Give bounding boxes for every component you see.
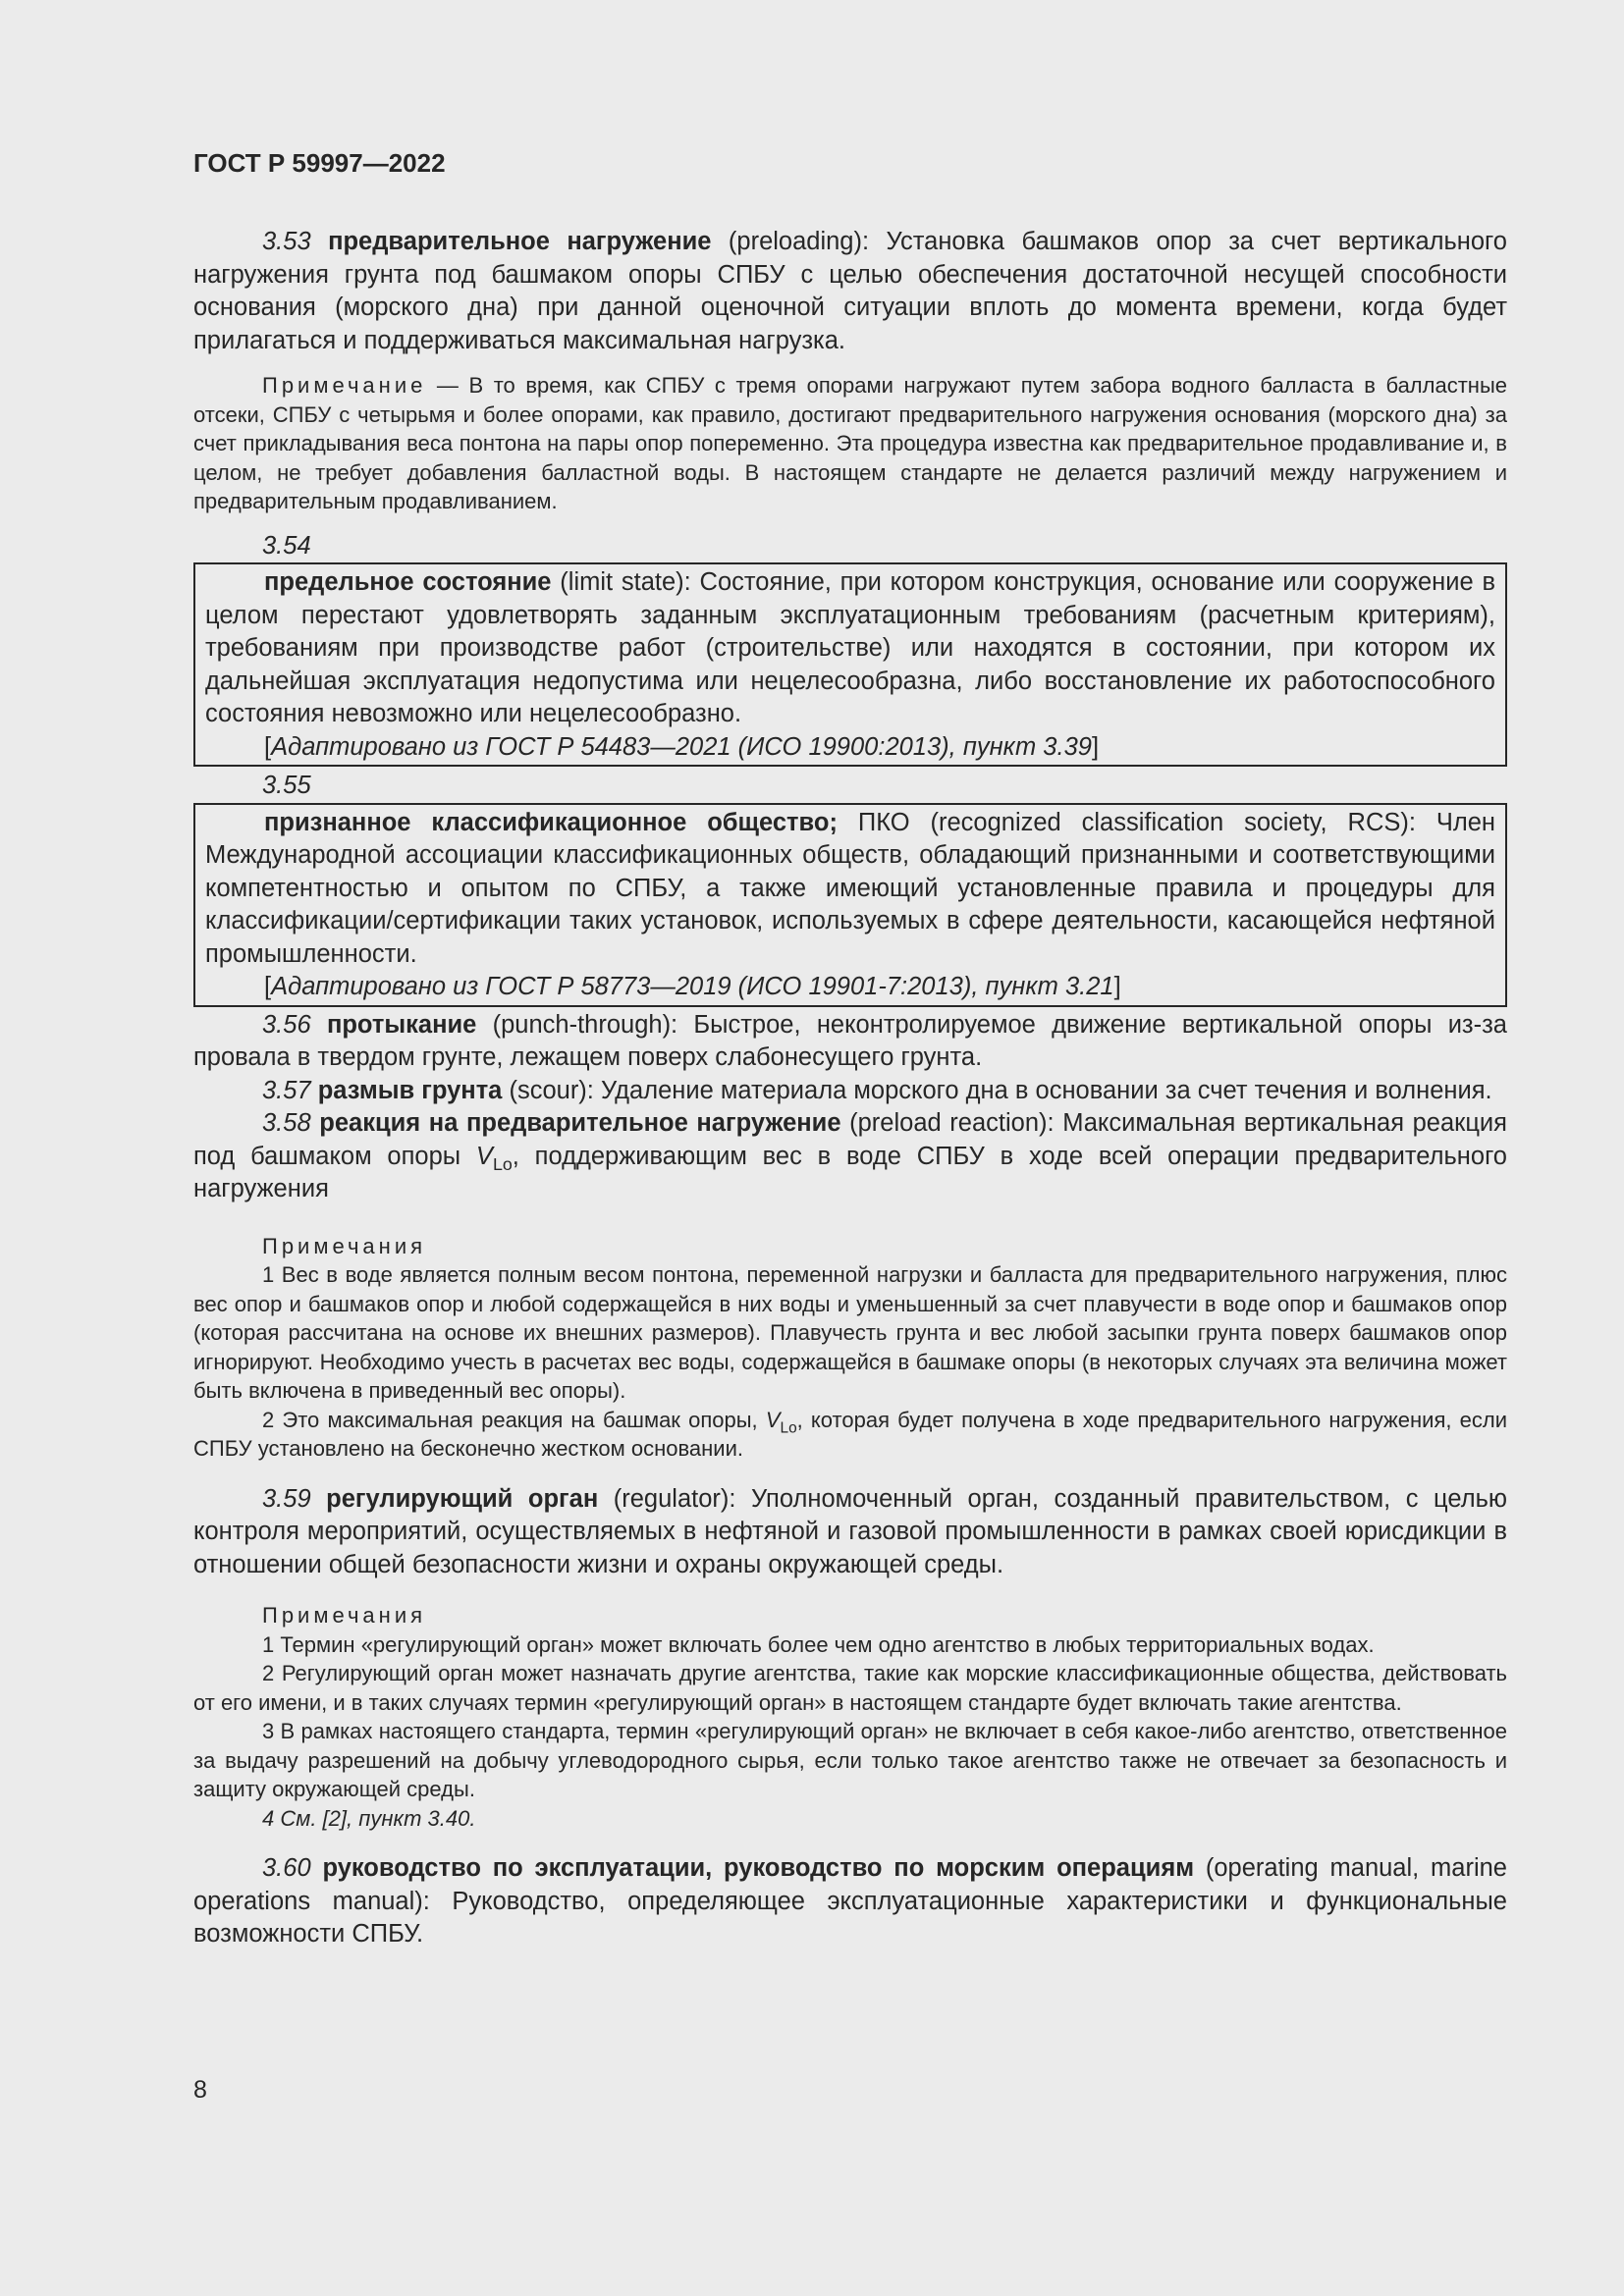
source-text: Адаптировано из ГОСТ Р 58773—2019 (ИСО 19901-7:2013), пункт 3.21 bbox=[271, 973, 1114, 1000]
term-definition: (operating manual, marine operations manual): Руководство, определяющее эксплуатационные характеристики и функциональные возможности СПБУ. bbox=[193, 1854, 1507, 1948]
symbol-subscript: Lo bbox=[492, 1153, 513, 1174]
page-number: 8 bbox=[193, 2076, 207, 2104]
term-title: признанное классификационное общество; bbox=[264, 808, 838, 836]
term-title: регулирующий орган bbox=[326, 1484, 599, 1513]
term-number: 3.53 bbox=[262, 228, 311, 255]
term-title: размыв грунта bbox=[317, 1076, 503, 1104]
note-3-59-4: 4 См. [2], пункт 3.40. bbox=[262, 1805, 476, 1831]
note-3-58-1: 1 Вес в воде является полным весом понтона, переменной нагрузки и балласта для предварительного нагружения, плюс вес опор и башмаков опор и любой содержащейся в них воды и уменьшенный за счет плавучести в воде опор и башмаков опор (которая рассчитана на основе их внешних размеров). Плавучесть грунта и вес любой засыпки грунта поверх башмаков опор игнорируют. Необходимо учесть в расчетах вес воды, содержащейся в башмаке опоры (в некоторых случаях эта величина может быть включена в приведенный вес опоры). bbox=[193, 1262, 1507, 1403]
term-title: протыкание bbox=[326, 1010, 477, 1039]
note-label: Примечание bbox=[262, 373, 427, 398]
term-definition: (regulator): Уполномоченный орган, созданный правительством, с целью контроля мероприятий, осуществляемых в нефтяной и газовой промышленности в рамках своей юрисдикции в отношении общей безопасности жизни и охраны окружающей среды. bbox=[193, 1484, 1507, 1578]
document-header: ГОСТ Р 59997—2022 bbox=[193, 148, 446, 178]
term-3-54 bbox=[205, 566, 1495, 731]
term-3-53 bbox=[193, 226, 1507, 357]
term-definition: (scour): Удаление материала морского дна в основании за счет течения и волнения. bbox=[502, 1076, 1492, 1104]
term-number: 3.59 bbox=[262, 1484, 311, 1513]
term-3-55-source: [Адаптировано из ГОСТ Р 58773—2019 (ИСО 19901-7:2013), пункт 3.21] bbox=[264, 973, 1121, 1000]
term-number: 3.58 bbox=[262, 1109, 311, 1137]
note-3-59-1: 1 Термин «регулирующий орган» может включать более чем одно агентство в любых территориальных водах. bbox=[262, 1631, 1375, 1657]
term-3-54-box bbox=[193, 562, 1507, 767]
notes-heading-3-58: Примечания bbox=[262, 1233, 427, 1258]
notes-heading-3-59: Примечания bbox=[262, 1603, 427, 1628]
note-text: — В то время, как СПБУ с тремя опорами нагружают путем забора водного балласта в балластные отсеки, СПБУ с четырьмя и более опорами, как правило, достигают предварительного нагружения основания (морского дна) за счет прикладывания веса понтона на пары опор попеременно. Эта процедура известна как предварительное продавливание и, в целом, не требует добавления балластной воды. В настоящем стандарте не делается различий между нагружением и предварительным продавливанием. bbox=[193, 373, 1507, 513]
symbol-subscript: Lo bbox=[780, 1418, 797, 1436]
term-definition: (punch-through): Быстрое, неконтролируемое движение вертикальной опоры из-за провала в твердом грунте, лежащем поверх слабонесущего грунта. bbox=[193, 1010, 1507, 1071]
term-3-58 bbox=[193, 1107, 1507, 1206]
term-definition-part-a: (preload reaction): Максимальная вертикальная реакция под башмаком опоры bbox=[193, 1109, 1507, 1170]
term-3-56 bbox=[193, 1009, 1507, 1075]
note-3-53 bbox=[193, 371, 1507, 516]
document-page bbox=[193, 145, 1507, 1951]
term-3-59 bbox=[193, 1483, 1507, 1582]
note-3-59-2: 2 Регулирующий орган может назначать другие агентства, такие как морские классификационные общества, действовать от его имени, и в таких случаях термин «регулирующий орган» в настоящем стандарте будет включать такие агентства. bbox=[193, 1661, 1507, 1715]
term-title: предварительное нагружение bbox=[328, 228, 712, 255]
term-3-55 bbox=[205, 807, 1495, 972]
note-3-59-3: 3 В рамках настоящего стандарта, термин «регулирующий орган» не включает в себя какое-либо агентство, ответственное за выдачу разрешений на добычу углеводородного сырья, если только такое агентство также не отвечает за безопасность и защиту окружающей среды. bbox=[193, 1719, 1507, 1801]
source-text: Адаптировано из ГОСТ Р 54483—2021 (ИСО 19900:2013), пункт 3.39 bbox=[271, 732, 1092, 761]
term-3-60 bbox=[193, 1852, 1507, 1951]
symbol-v: V bbox=[475, 1142, 493, 1170]
term-number: 3.60 bbox=[262, 1854, 311, 1882]
term-number: 3.56 bbox=[262, 1010, 311, 1039]
term-number: 3.57 bbox=[262, 1076, 311, 1104]
term-definition: ПКО (recognized classification society, RCS): Член Международной ассоциации классификационных обществ, обладающий признанными и соответствующими компетентностью и опытом по СПБУ, а также имеющий установленные правила и процедуры для классификации/сертификации таких установок, используемых в сфере деятельности, касающейся нефтяной промышленности. bbox=[205, 808, 1495, 968]
note-text-part-a: 2 Это максимальная реакция на башмак опоры, bbox=[262, 1407, 766, 1432]
term-3-57 bbox=[193, 1075, 1507, 1108]
note-text-part-b: , которая будет получена в ходе предварительного нагружения, если СПБУ установлено на бесконечно жестком основании. bbox=[193, 1407, 1508, 1461]
term-definition: (preloading): Установка башмаков опор за счет вертикального нагружения грунта под башмаком опоры СПБУ с целью обеспечения достаточной несущей способности основания (морского дна) при данной оценочной ситуации вплоть до момента времени, когда будет прилагаться и поддерживаться максимальная нагрузка. bbox=[193, 228, 1507, 354]
term-definition-part-b: , поддерживающим вес в воде СПБУ в ходе всей операции предварительного нагружения bbox=[193, 1142, 1507, 1202]
term-3-54-number: 3.54 bbox=[262, 531, 311, 560]
term-3-54-source: [Адаптировано из ГОСТ Р 54483—2021 (ИСО 19900:2013), пункт 3.39] bbox=[264, 732, 1100, 761]
term-definition: (limit state): Состояние, при котором конструкция, основание или сооружение в целом перестают удовлетворять заданным эксплуатационным требованиям (расчетным критериям), требованиям при производстве работ (строительстве) или находятся в состоянии, при котором их дальнейшая эксплуатация недопустима или нецелесообразна, либо восстановление их работоспособного состояния невозможно или нецелесообразно. bbox=[205, 568, 1495, 727]
term-3-55-box bbox=[193, 803, 1507, 1007]
term-title: реакция на предварительное нагружение bbox=[319, 1109, 841, 1137]
term-title: руководство по эксплуатации, руководство по морским операциям bbox=[322, 1854, 1195, 1882]
symbol-v: V bbox=[765, 1407, 781, 1432]
term-title: предельное состояние bbox=[264, 568, 552, 596]
term-3-55-number: 3.55 bbox=[262, 772, 311, 799]
note-3-58-2 bbox=[193, 1406, 1507, 1464]
